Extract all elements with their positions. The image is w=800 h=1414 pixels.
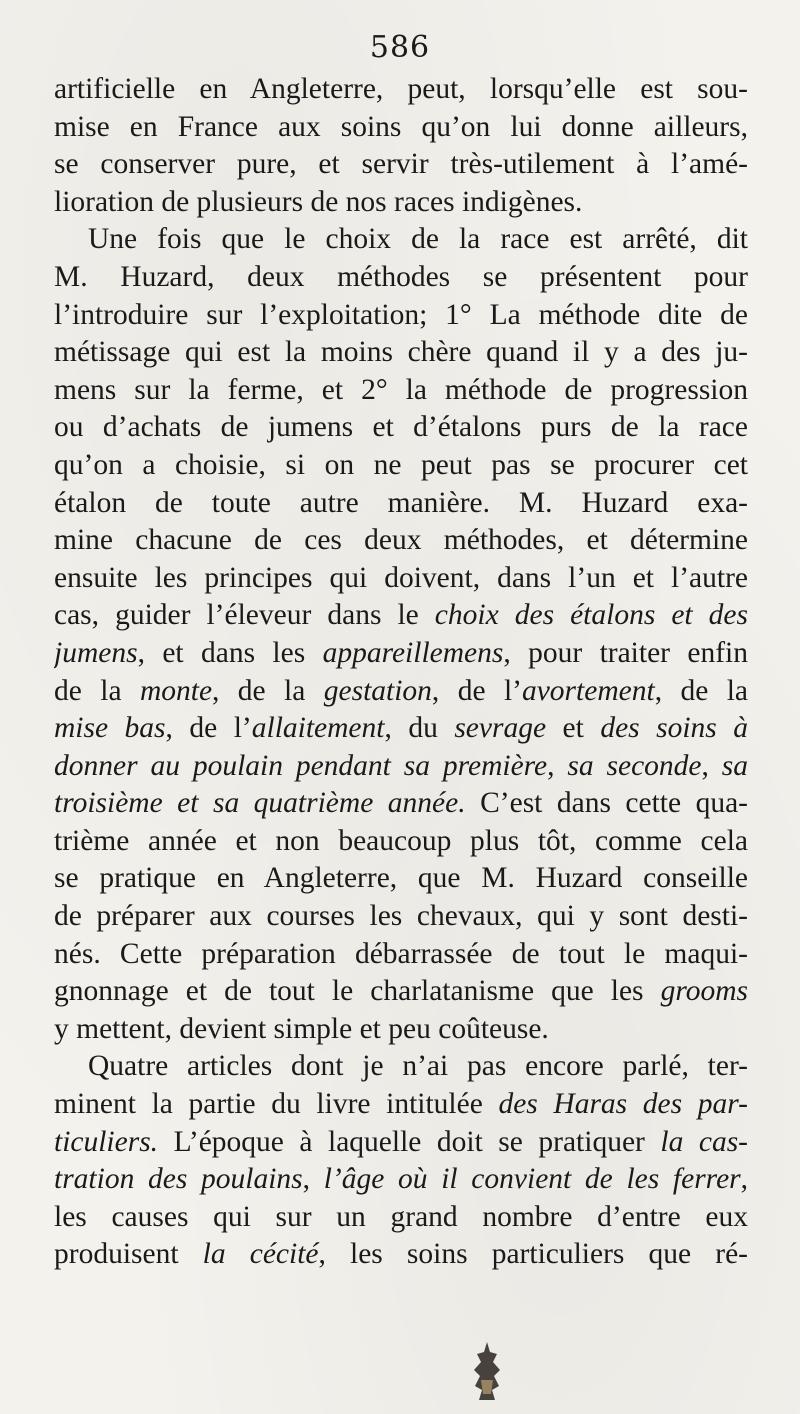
italic-segment: des soins à	[600, 712, 748, 745]
italic-segment: choix des étalons et des	[434, 599, 748, 632]
text-segment: produisent	[54, 1238, 203, 1271]
text-line	[54, 522, 748, 560]
text-line	[54, 447, 748, 485]
text-line	[54, 936, 748, 974]
text-segment: Quatre articles dont je n’ai pas encore parlé, ter-	[88, 1050, 748, 1083]
text-segment: de préparer aux courses les chevaux, qui y sont desti-	[54, 900, 748, 933]
text-line	[54, 1199, 748, 1237]
text-segment: ,	[547, 749, 568, 782]
italic-segment: sa seconde	[567, 749, 702, 782]
text-segment: ,	[701, 749, 722, 782]
text-segment: mise en France aux soins qu’on lui donne ailleurs,	[54, 110, 748, 143]
text-line	[54, 673, 748, 711]
text-segment: cas, guider l’éleveur dans le	[54, 599, 435, 632]
text-line	[54, 860, 748, 898]
text-segment: ensuite les principes qui doivent, dans l’un et l’autre	[54, 561, 748, 594]
text-segment: , de la	[654, 674, 748, 707]
text-line	[54, 560, 748, 598]
text-line	[54, 109, 748, 147]
text-segment: , et dans les	[137, 636, 323, 669]
text-segment: mens sur la ferme, et 2° la méthode de progression	[54, 373, 748, 406]
text-line	[54, 898, 748, 936]
text-segment: ou d’achats de jumens et d’étalons purs de la race	[54, 411, 748, 444]
text-segment: minent la partie du livre intitulée	[54, 1088, 499, 1121]
body-text	[54, 71, 748, 1274]
text-segment: et	[546, 712, 601, 745]
text-segment: ,	[740, 1163, 748, 1196]
italic-segment: gestation	[323, 674, 432, 707]
text-line	[54, 1236, 748, 1274]
text-line	[54, 485, 748, 523]
text-segment: , les soins particuliers que ré-	[318, 1238, 748, 1271]
text-segment: C’est dans cette qua-	[465, 787, 748, 820]
page-number: 586	[369, 30, 431, 65]
text-line	[54, 635, 748, 673]
text-segment: métissage qui est la moins chère quand il y a des ju-	[54, 336, 748, 369]
text-segment: de la	[54, 674, 140, 707]
text-line	[54, 221, 748, 259]
italic-segment: ticuliers.	[54, 1125, 159, 1158]
text-segment: artificielle en Angleterre, peut, lorsqu’elle est sou-	[54, 73, 748, 105]
text-line	[54, 297, 748, 335]
text-line	[54, 748, 748, 786]
text-segment: L’époque à laquelle doit se pratiquer	[158, 1125, 661, 1158]
text-line	[54, 823, 748, 861]
text-segment: mine chacune de ces deux méthodes, et détermine	[54, 524, 748, 557]
text-segment: se pratique en Angleterre, que M. Huzard conseille	[54, 862, 748, 895]
italic-segment: troisième et sa quatrième année.	[54, 787, 466, 820]
italic-segment: jumens	[54, 636, 138, 669]
text-segment: , de l’	[165, 712, 252, 745]
text-segment: , du	[384, 712, 455, 745]
text-segment: , de l’	[431, 674, 522, 707]
text-line	[54, 1124, 748, 1162]
text-line	[54, 334, 748, 372]
text-segment: , de la	[212, 674, 324, 707]
text-segment: ,	[302, 1163, 324, 1196]
italic-segment: la cécité	[202, 1238, 319, 1271]
text-line	[54, 973, 748, 1011]
text-segment: gnonnage et de tout le charlatanisme que les	[54, 975, 661, 1008]
text-line	[54, 1086, 748, 1124]
text-segment: l’introduire sur l’exploitation; 1° La méthode dite de	[54, 298, 748, 331]
italic-segment: monte	[139, 674, 213, 707]
italic-segment: allaitement	[251, 712, 385, 745]
text-line	[54, 184, 748, 222]
italic-segment: l’âge où il convient de les ferrer	[323, 1163, 741, 1196]
text-segment: Une fois que le choix de la race est arrêté, dit	[88, 223, 748, 256]
text-line	[54, 1048, 748, 1086]
italic-segment: grooms	[660, 975, 748, 1008]
italic-segment: appareillemens	[322, 636, 504, 669]
text-line	[54, 71, 748, 109]
italic-segment: la cas-	[660, 1125, 748, 1158]
italic-segment: sevrage	[454, 712, 547, 745]
italic-segment: tration des poulains	[54, 1163, 303, 1196]
ink-stamp-ornament	[466, 1340, 508, 1402]
text-line	[54, 597, 748, 635]
text-line	[54, 1011, 748, 1049]
text-segment: nés. Cette préparation débarrassée de tout le maqui-	[54, 937, 748, 970]
italic-segment: avortement	[521, 674, 655, 707]
text-segment: étalon de toute autre manière. M. Huzard exa-	[54, 486, 748, 519]
text-segment: trième année et non beaucoup plus tôt, comme cela	[54, 824, 748, 857]
text-line	[54, 710, 748, 748]
italic-segment: sa	[721, 749, 748, 782]
text-segment: y mettent, devient simple et peu coûteuse.	[54, 1012, 549, 1045]
text-line	[54, 785, 748, 823]
text-line	[54, 146, 748, 184]
italic-segment: mise bas	[54, 712, 166, 745]
text-line	[54, 372, 748, 410]
text-segment: lioration de plusieurs de nos races indigènes.	[54, 185, 583, 218]
text-line	[54, 259, 748, 297]
text-segment: M. Huzard, deux méthodes se présentent pour	[54, 260, 748, 293]
italic-segment: des Haras des par-	[498, 1088, 748, 1121]
text-line	[54, 1161, 748, 1199]
text-line	[54, 409, 748, 447]
text-segment: les causes qui sur un grand nombre d’entre eux	[54, 1200, 748, 1233]
text-segment: qu’on a choisie, si on ne peut pas se procurer cet	[54, 448, 748, 481]
text-segment: , pour traiter enfin	[503, 636, 748, 669]
italic-segment: donner au poulain pendant sa première	[54, 749, 548, 782]
text-segment: se conserver pure, et servir très-utilement à l’amé-	[54, 148, 748, 181]
